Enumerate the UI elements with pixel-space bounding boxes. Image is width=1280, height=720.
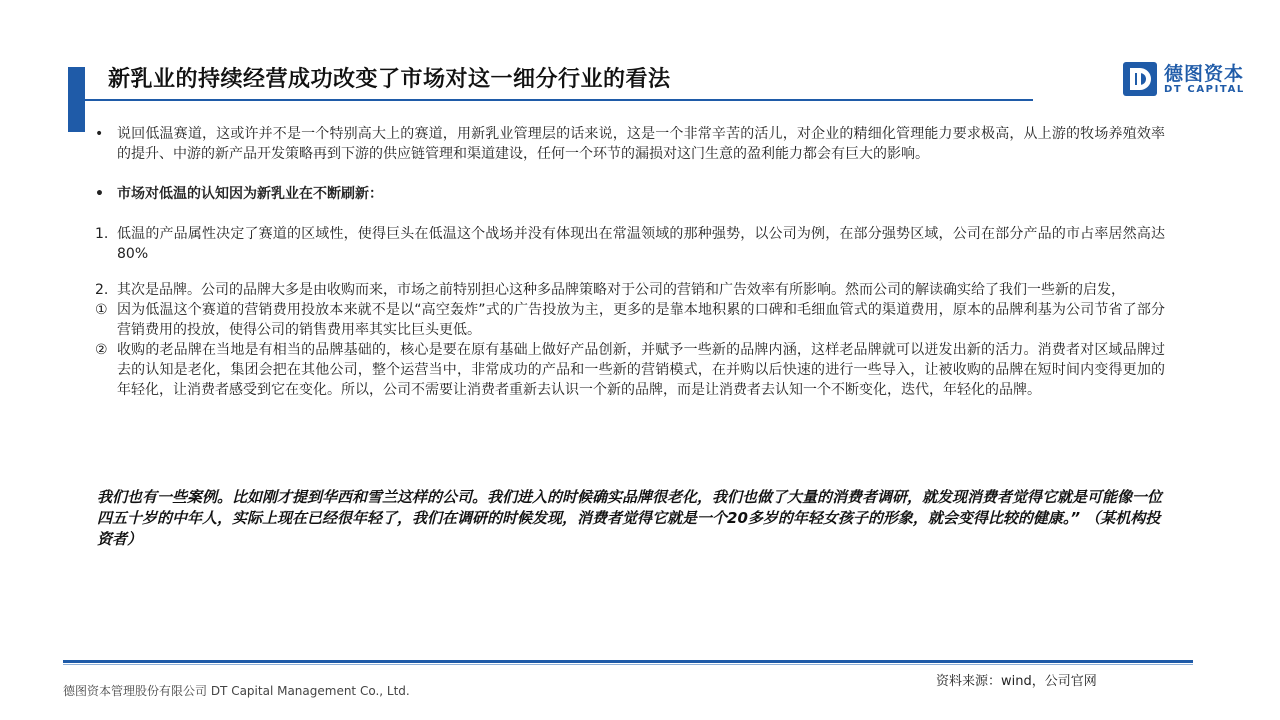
- paragraph-heading: [95, 184, 1165, 204]
- sub-item-2: [95, 340, 1165, 400]
- paragraph-text: 市场对低温的认知因为新乳业在不断刷新：: [117, 186, 383, 202]
- paragraph-text: 因为低温这个赛道的营销费用投放本来就不是以“高空轰炸”式的广告投放为主，更多的是靠本地积累的口碑和毛细血管式的渠道费用，原本的品牌利基为公司节省了部分营销费用的投放，使得公司的销售费用率其实比巨头更低。: [117, 302, 1165, 338]
- dt-logo-icon: [1122, 61, 1158, 97]
- body-content: [95, 124, 1165, 400]
- footer-divider: [63, 660, 1193, 663]
- logo-chinese-name: 德图资本: [1164, 63, 1245, 85]
- bullet-marker: •: [95, 126, 104, 142]
- sub-item-marker: ②: [95, 342, 108, 358]
- list-number: 1.: [95, 226, 109, 242]
- paragraph-text: 收购的老品牌在当地是有相当的品牌基础的，核心是要在原有基础上做好产品创新，并赋予一些新的品牌内涵，这样老品牌就可以迸发出新的活力。消费者对区域品牌过去的认知是老化，集团会把在其他公司，整个运营当中，非常成功的产品和一些新的营销模式，在并购以后快速的进行一些导入，让被收购的品牌在短时间内变得更加的年轻化，让消费者感受到它在变化。所以，公司不需要让消费者重新去认识一个新的品牌，而是让消费者去认知一个不断变化，迭代，年轻化的品牌。: [117, 342, 1165, 398]
- list-number: 2.: [95, 282, 109, 298]
- footer-divider-thin: [63, 664, 1193, 665]
- title-underline: [85, 99, 1033, 101]
- paragraph-text: 低温的产品属性决定了赛道的区域性，使得巨头在低温这个战场并没有体现出在常温领域的那种强势，以公司为例，在部分强势区域，公司在部分产品的市占率居然高达80%: [117, 226, 1165, 262]
- data-source-note: 资料来源：wind，公司官网: [936, 674, 1097, 689]
- paragraph-text: 其次是品牌。公司的品牌大多是由收购而来，市场之前特别担心这种多品牌策略对于公司的营销和广告效率有所影响。然而公司的解读确实给了我们一些新的启发，: [117, 282, 1125, 298]
- sub-item-1: [95, 300, 1165, 340]
- page-title: 新乳业的持续经营成功改变了市场对这一细分行业的看法: [108, 67, 671, 92]
- paragraph-intro: [95, 124, 1165, 164]
- list-item-1: [95, 224, 1165, 264]
- list-item-2: [95, 280, 1165, 300]
- company-logo: [1122, 60, 1252, 100]
- paragraph-text: 说回低温赛道，这或许并不是一个特别高大上的赛道，用新乳业管理层的话来说，这是一个非常辛苦的活儿，对企业的精细化管理能力要求极高，从上游的牧场养殖效率的提升、中游的新产品开发策略再到下游的供应链管理和渠道建设，任何一个环节的漏损对这门生意的盈利能力都会有巨大的影响。: [117, 126, 1165, 162]
- title-accent-bar: [68, 67, 85, 132]
- investor-quote: 我们也有一些案例。比如刚才提到华西和雪兰这样的公司。我们进入的时候确实品牌很老化，我们也做了大量的消费者调研，就发现消费者觉得它就是可能像一位四五十岁的中年人，实际上现在已经很年轻了，我们在调研的时候发现，消费者觉得它就是一个20多岁的年轻女孩子的形象，就会变得比较的健康。” （某机构投资者）: [97, 488, 1163, 548]
- sub-item-marker: ①: [95, 302, 108, 318]
- bullet-marker: •: [95, 186, 104, 202]
- footer-company-name: 德图资本管理股份有限公司 DT Capital Management Co., Ltd.: [63, 684, 410, 698]
- logo-english-name: DT CAPITAL: [1164, 84, 1245, 95]
